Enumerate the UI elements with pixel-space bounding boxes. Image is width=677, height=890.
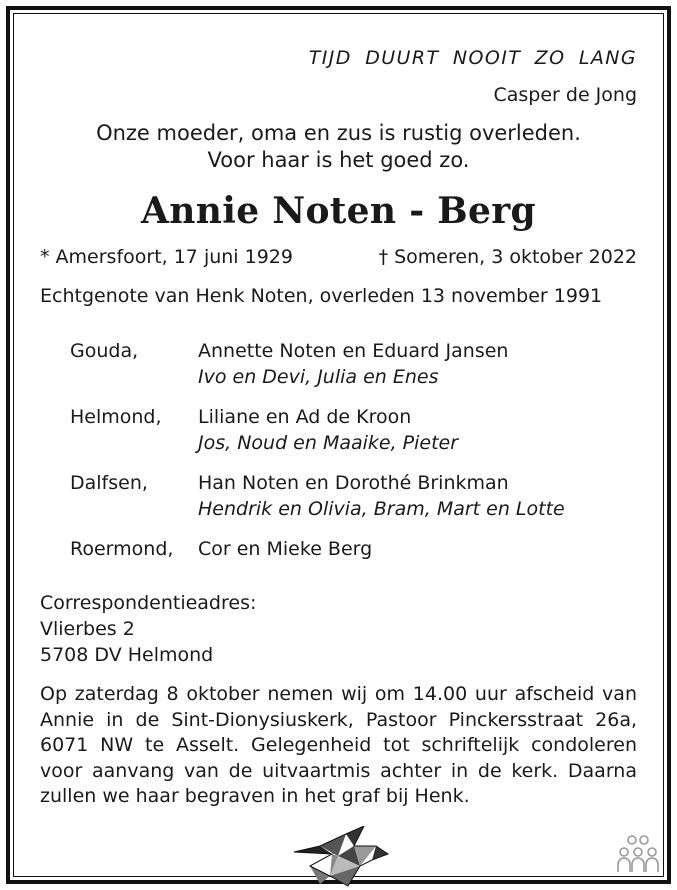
family-children: Ivo en Devi, Julia en Enes — [198, 366, 439, 388]
family-city: Gouda, — [70, 340, 139, 362]
family-children: Jos, Noud en Maaike, Pieter — [198, 432, 459, 454]
intro-line-1: Onze moeder, oma en zus is rustig overleden. — [96, 121, 581, 145]
birth-date: * Amersfoort, 17 juni 1929 — [40, 246, 293, 268]
dove-icon — [290, 826, 390, 888]
death-date: † Someren, 3 oktober 2022 — [378, 246, 637, 268]
people-icon — [614, 834, 664, 874]
motto: TIJD DUURT NOOIT ZO LANG — [308, 47, 637, 69]
address-street: Vlierbes 2 — [40, 618, 135, 640]
life-dates — [40, 246, 637, 268]
address-city: 5708 DV Helmond — [40, 644, 214, 666]
family-names: Han Noten en Dorothé Brinkman — [198, 472, 509, 494]
family-city: Roermond, — [70, 538, 174, 560]
family-children: Hendrik en Olivia, Bram, Mart en Lotte — [198, 498, 565, 520]
motto-author: Casper de Jong — [493, 84, 637, 106]
family-city: Helmond, — [70, 406, 162, 428]
address-label: Correspondentieadres: — [40, 592, 257, 614]
ceremony-text: Op zaterdag 8 oktober nemen wij om 14.00 uur afscheid van Annie in de Sint-Dionysiuskerk, Pastoor Pinckersstraat 26a, 6071 NW te Asselt. Gelegenheid tot schriftelijk condoleren voor aanvang van de uitvaartmis achter in de kerk. Daarna zullen we haar begraven in het graf bij Henk. — [40, 683, 637, 807]
family-names: Liliane en Ad de Kroon — [198, 406, 412, 428]
deceased-name: Annie Noten - Berg — [141, 190, 536, 232]
spouse-line: Echtgenote van Henk Noten, overleden 13 november 1991 — [40, 285, 603, 307]
family-names: Cor en Mieke Berg — [198, 538, 373, 560]
family-city: Dalfsen, — [70, 472, 148, 494]
intro-line-2: Voor haar is het goed zo. — [207, 148, 470, 172]
family-names: Annette Noten en Eduard Jansen — [198, 340, 509, 362]
